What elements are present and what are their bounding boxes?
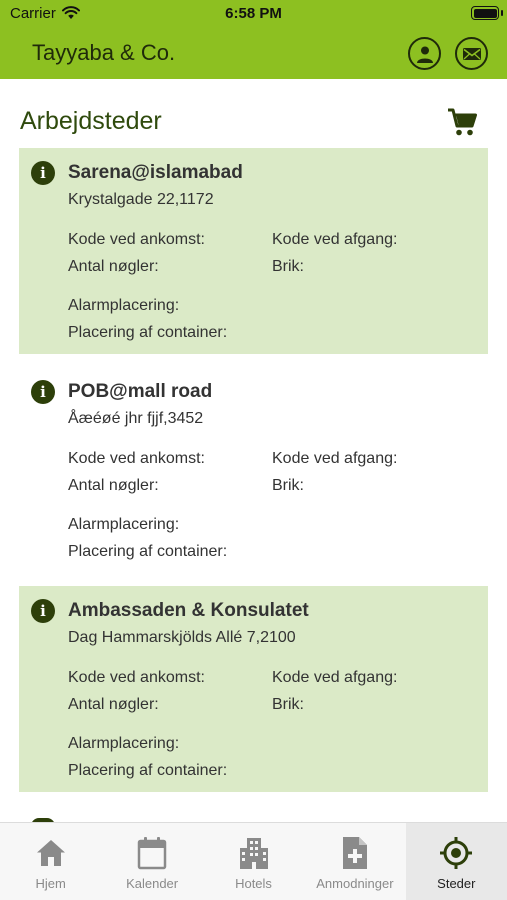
chip-label: Brik: [272, 477, 304, 494]
tab-steder[interactable] [406, 823, 507, 900]
tab-hotels[interactable] [203, 823, 304, 900]
departure-code-label: Kode ved afgang: [272, 450, 398, 467]
arrival-code-label: Kode ved ankomst: [68, 669, 205, 686]
clock: 6:58 PM [225, 5, 282, 22]
workplace-address: Krystalgade 22,1172 [68, 191, 214, 208]
hotel-icon [238, 836, 270, 870]
container-location-label: Placering af container: [68, 762, 228, 779]
chip-label: Brik: [272, 696, 304, 713]
tab-label: Kalender [126, 876, 179, 891]
mail-icon [462, 46, 482, 62]
battery-tip [501, 10, 503, 16]
tab-hjem[interactable] [0, 823, 101, 900]
chip-label: Brik: [272, 258, 304, 275]
page-title: Arbejdsteder [20, 107, 162, 135]
alarm-location-label: Alarmplacering: [68, 297, 180, 314]
calendar-icon [136, 836, 168, 870]
alarm-location-label: Alarmplacering: [68, 735, 180, 752]
mail-button[interactable] [455, 37, 488, 70]
app-header [0, 28, 507, 79]
tab-bar [0, 822, 507, 900]
key-count-label: Antal nøgler: [68, 258, 159, 275]
tab-label: Hjem [35, 876, 66, 891]
key-count-label: Antal nøgler: [68, 477, 159, 494]
user-circle-icon [415, 44, 435, 64]
location-target-icon [439, 836, 473, 870]
departure-code-label: Kode ved afgang: [272, 231, 398, 248]
workplace-name: POB@mall road [68, 381, 213, 402]
container-location-label: Placering af container: [68, 543, 228, 560]
workplace-name: Ambassaden & Konsulatet [68, 600, 309, 621]
arrival-code-label: Kode ved ankomst: [68, 450, 205, 467]
tab-kalender[interactable] [101, 823, 202, 900]
app-title: Tayyaba & Co. [32, 40, 176, 65]
workplace-card[interactable] [19, 586, 488, 792]
battery-icon [471, 6, 499, 20]
workplace-address: Dag Hammarskjölds Allé 7,2100 [68, 629, 296, 646]
tab-label: Anmodninger [316, 876, 394, 891]
info-icon[interactable]: i [31, 599, 55, 623]
section-header [0, 100, 507, 142]
carrier-label: Carrier [10, 5, 56, 22]
workplace-name: Sarena@islamabad [68, 162, 243, 183]
tab-label: Hotels [235, 876, 272, 891]
container-location-label: Placering af container: [68, 324, 228, 341]
status-bar [0, 0, 507, 28]
info-icon[interactable]: i [31, 380, 55, 404]
workplace-address: Åæéøé jhr fjjf,3452 [68, 410, 204, 427]
tab-anmodninger[interactable] [304, 823, 405, 900]
info-icon[interactable]: i [31, 161, 55, 185]
workplace-card[interactable] [19, 367, 488, 573]
workplace-card[interactable] [19, 148, 488, 354]
arrival-code-label: Kode ved ankomst: [68, 231, 205, 248]
key-count-label: Antal nøgler: [68, 696, 159, 713]
alarm-location-label: Alarmplacering: [68, 516, 180, 533]
cart-icon[interactable] [446, 106, 478, 138]
departure-code-label: Kode ved afgang: [272, 669, 398, 686]
profile-button[interactable] [408, 37, 441, 70]
workplace-list [19, 148, 488, 792]
tab-label: Steder [437, 876, 476, 891]
request-document-icon [340, 836, 370, 870]
home-icon [35, 837, 67, 869]
